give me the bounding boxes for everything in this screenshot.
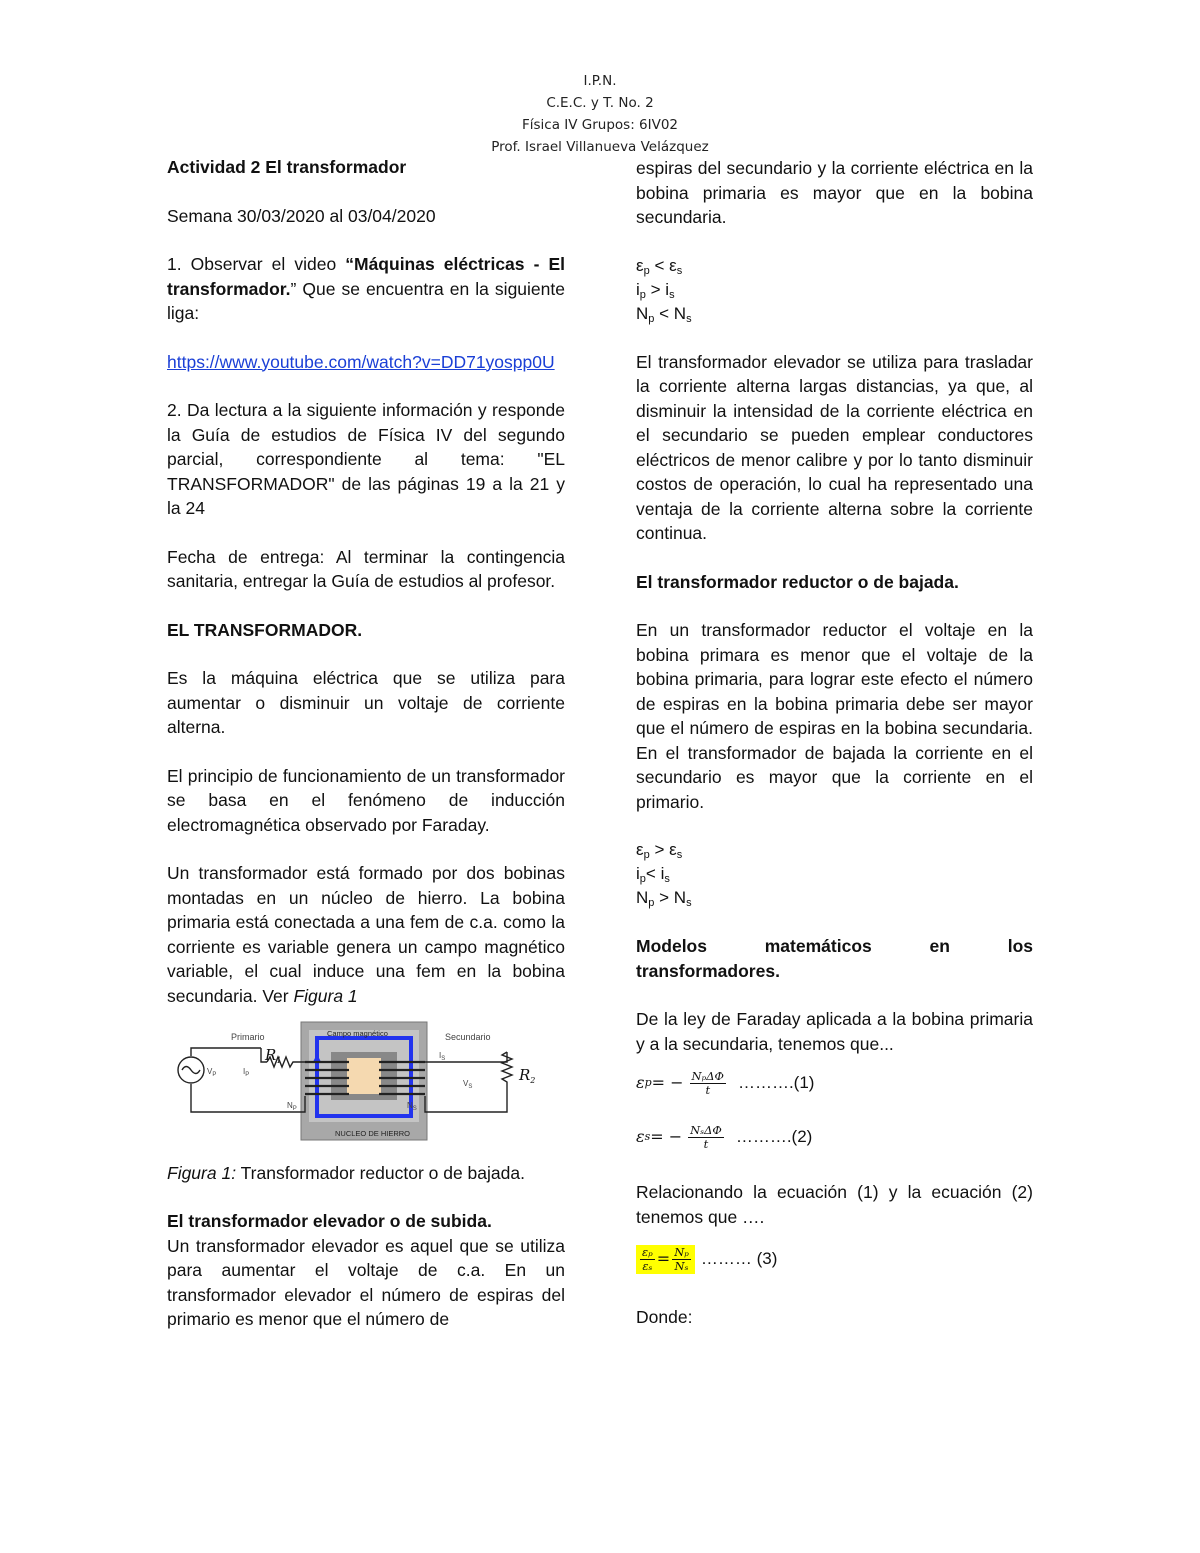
relation-current-down: $i_p< i_s$ — [636, 864, 670, 885]
figure-caption — [167, 1161, 565, 1186]
step-down-relations — [636, 838, 1033, 910]
secondary-label: Secundario — [445, 1032, 491, 1042]
step-up-relations — [636, 254, 1033, 326]
week-text: Semana 30/03/2020 al 03/04/2020 — [167, 205, 436, 226]
step-down-title: El transformador reductor o de bajada. — [636, 571, 959, 592]
relation-emf-down: $\varepsilon_p > \varepsilon_s$ — [636, 840, 683, 861]
faraday-text: De la ley de Faraday aplicada a la bobina primaria y a la secundaria, tenemos que... — [636, 1009, 1033, 1054]
paragraph-principle: El principio de funcionamiento de un transformador se basa en el fenómeno de inducción electromagnética observado por Faraday. — [167, 765, 565, 835]
header-institution: I.P.N. — [583, 73, 617, 89]
section-title: EL TRANSFORMADOR. — [167, 619, 363, 640]
core-label: NUCLEO DE HIERRO — [335, 1129, 411, 1138]
equation-2: ε s = − $\frac{\text{NₛΔΦ}}{t}$ ……….(2) — [636, 1122, 813, 1151]
item-1-suffix: ” Que se encuentra en la siguiente liga: — [167, 278, 565, 323]
step-up-title: El transformador elevador o de subida. — [167, 1211, 492, 1231]
ns-label: $N_S$ — [407, 1101, 417, 1112]
r2-label: $R_2$ — [519, 1066, 536, 1085]
relation-emf: $\varepsilon_p < \varepsilon_s$ — [636, 255, 683, 277]
is-label: $I_S$ — [439, 1051, 446, 1062]
right-column — [636, 156, 1033, 1330]
activity-title: Actividad 2 El transformador — [167, 157, 407, 177]
header-course: Física IV Grupos: 6IV02 — [521, 117, 679, 133]
paragraph-structure — [167, 861, 565, 1008]
secondary-circuit — [425, 1052, 512, 1112]
delivery-date: Fecha de entrega: Al terminar la contingencia sanitaria, entregar la Guía de estudios al profesor. — [167, 546, 565, 591]
relating-text: Relacionando la ecuación (1) y la ecuación (2) tenemos que …. — [636, 1182, 1033, 1227]
equation-3-highlight: $\frac{\text{εₚ}}{\text{εₛ}}$ = $\frac{\text{Nₚ}}{\text{Nₛ}}$ — [636, 1245, 695, 1274]
models-title-line-1: Modelos matemáticos en los — [636, 936, 1033, 956]
donde-text: Donde: — [636, 1307, 693, 1327]
primary-circuit — [178, 1048, 305, 1112]
header-school: C.E.C. y T. No. 2 — [546, 95, 654, 111]
caption-label: Figura 1: — [167, 1162, 237, 1183]
left-column — [167, 155, 565, 1332]
relation-turns-down: $N_p > N_s$ — [636, 888, 692, 909]
r1-label: $R_1$ — [265, 1046, 282, 1065]
np-label: $N_P$ — [287, 1101, 297, 1112]
paragraph-structure-text: Un transformador está formado por dos bobinas montadas en un núcleo de hierro. La bobina primaria está conectada a una fem de c.a. como la corriente es variable genera un campo magnético variable, el cual induce una fem en la bobina secundaria. Ver — [167, 863, 565, 1006]
video-title: “Máquinas eléctricas - El transformador. — [167, 254, 565, 299]
step-down-text: En un transformador reductor el voltaje en la bobina primara es menor que el voltaje de la bobina primaria, para lograr este efecto el número de espiras en la bobina primaria debe ser mayor que el número de espiras en la bobina secundaria. En el transformador de bajada la corriente en el secundario es mayor que la corriente en el primario. — [636, 620, 1033, 812]
item-1-prefix: 1. Observar el video — [167, 254, 346, 274]
figure-reference: Figura 1 — [293, 985, 358, 1006]
primary-label: Primario — [231, 1032, 265, 1042]
paragraph-definition: Es la máquina eléctrica que se utiliza para aumentar o disminuir un voltaje de corriente alterna. — [167, 668, 565, 737]
relation-turns: $N_p < N_s$ — [636, 303, 692, 325]
document-header — [0, 70, 1200, 158]
core-center — [347, 1058, 381, 1094]
equation-1: ε p = − $\frac{\text{NₚΔΦ}}{t}$ ……….(1) — [636, 1068, 815, 1097]
item-1 — [167, 252, 565, 326]
field-label: Campo magnético — [327, 1029, 388, 1038]
ip-label: $I_P$ — [243, 1067, 250, 1078]
equation-3: $\frac{\text{εₚ}}{\text{εₛ}}$ = $\frac{\text{Nₚ}}{\text{Nₛ}}$ ……… (3) — [636, 1229, 1033, 1289]
step-up-text: Un transformador elevador es aquel que se utiliza para aumentar el voltaje de c.a. En un transformador elevador el número de espiras del primario es menor que el número de — [167, 1235, 565, 1329]
step-up-continued: espiras del secundario y la corriente eléctrica en la bobina primaria es mayor que en la bobina secundaria. — [636, 158, 1033, 227]
vs-label: $V_S$ — [463, 1079, 473, 1090]
item-2: 2. Da lectura a la siguiente información y responde la Guía de estudios de Física IV del segundo parcial, correspondiente al tema: "EL TRANSFORMADOR" de las páginas 19 a la 21 y la 24 — [167, 400, 565, 518]
caption-text: Transformador reductor o de bajada. — [236, 1162, 525, 1183]
header-professor: Prof. Israel Villanueva Velázquez — [491, 139, 709, 155]
relation-current: $i_p > i_s$ — [636, 279, 675, 301]
step-up-usage: El transformador elevador se utiliza para trasladar la corriente alterna largas distancias, ya que, al disminuir la intensidad de la corriente eléctrica en el secundario se pueden emplear conductores eléctricos de menor calibre y por lo tanto disminuir costos de operación, lo cual ha representado una ventaja de la corriente alterna sobre la corriente continua. — [636, 351, 1033, 543]
transformer-figure — [167, 1016, 565, 1146]
vp-label: $V_P$ — [207, 1067, 217, 1078]
models-title-line-2: transformadores. — [636, 960, 780, 981]
youtube-link[interactable]: https://www.youtube.com/watch?v=DD71yospp0U — [167, 351, 555, 372]
